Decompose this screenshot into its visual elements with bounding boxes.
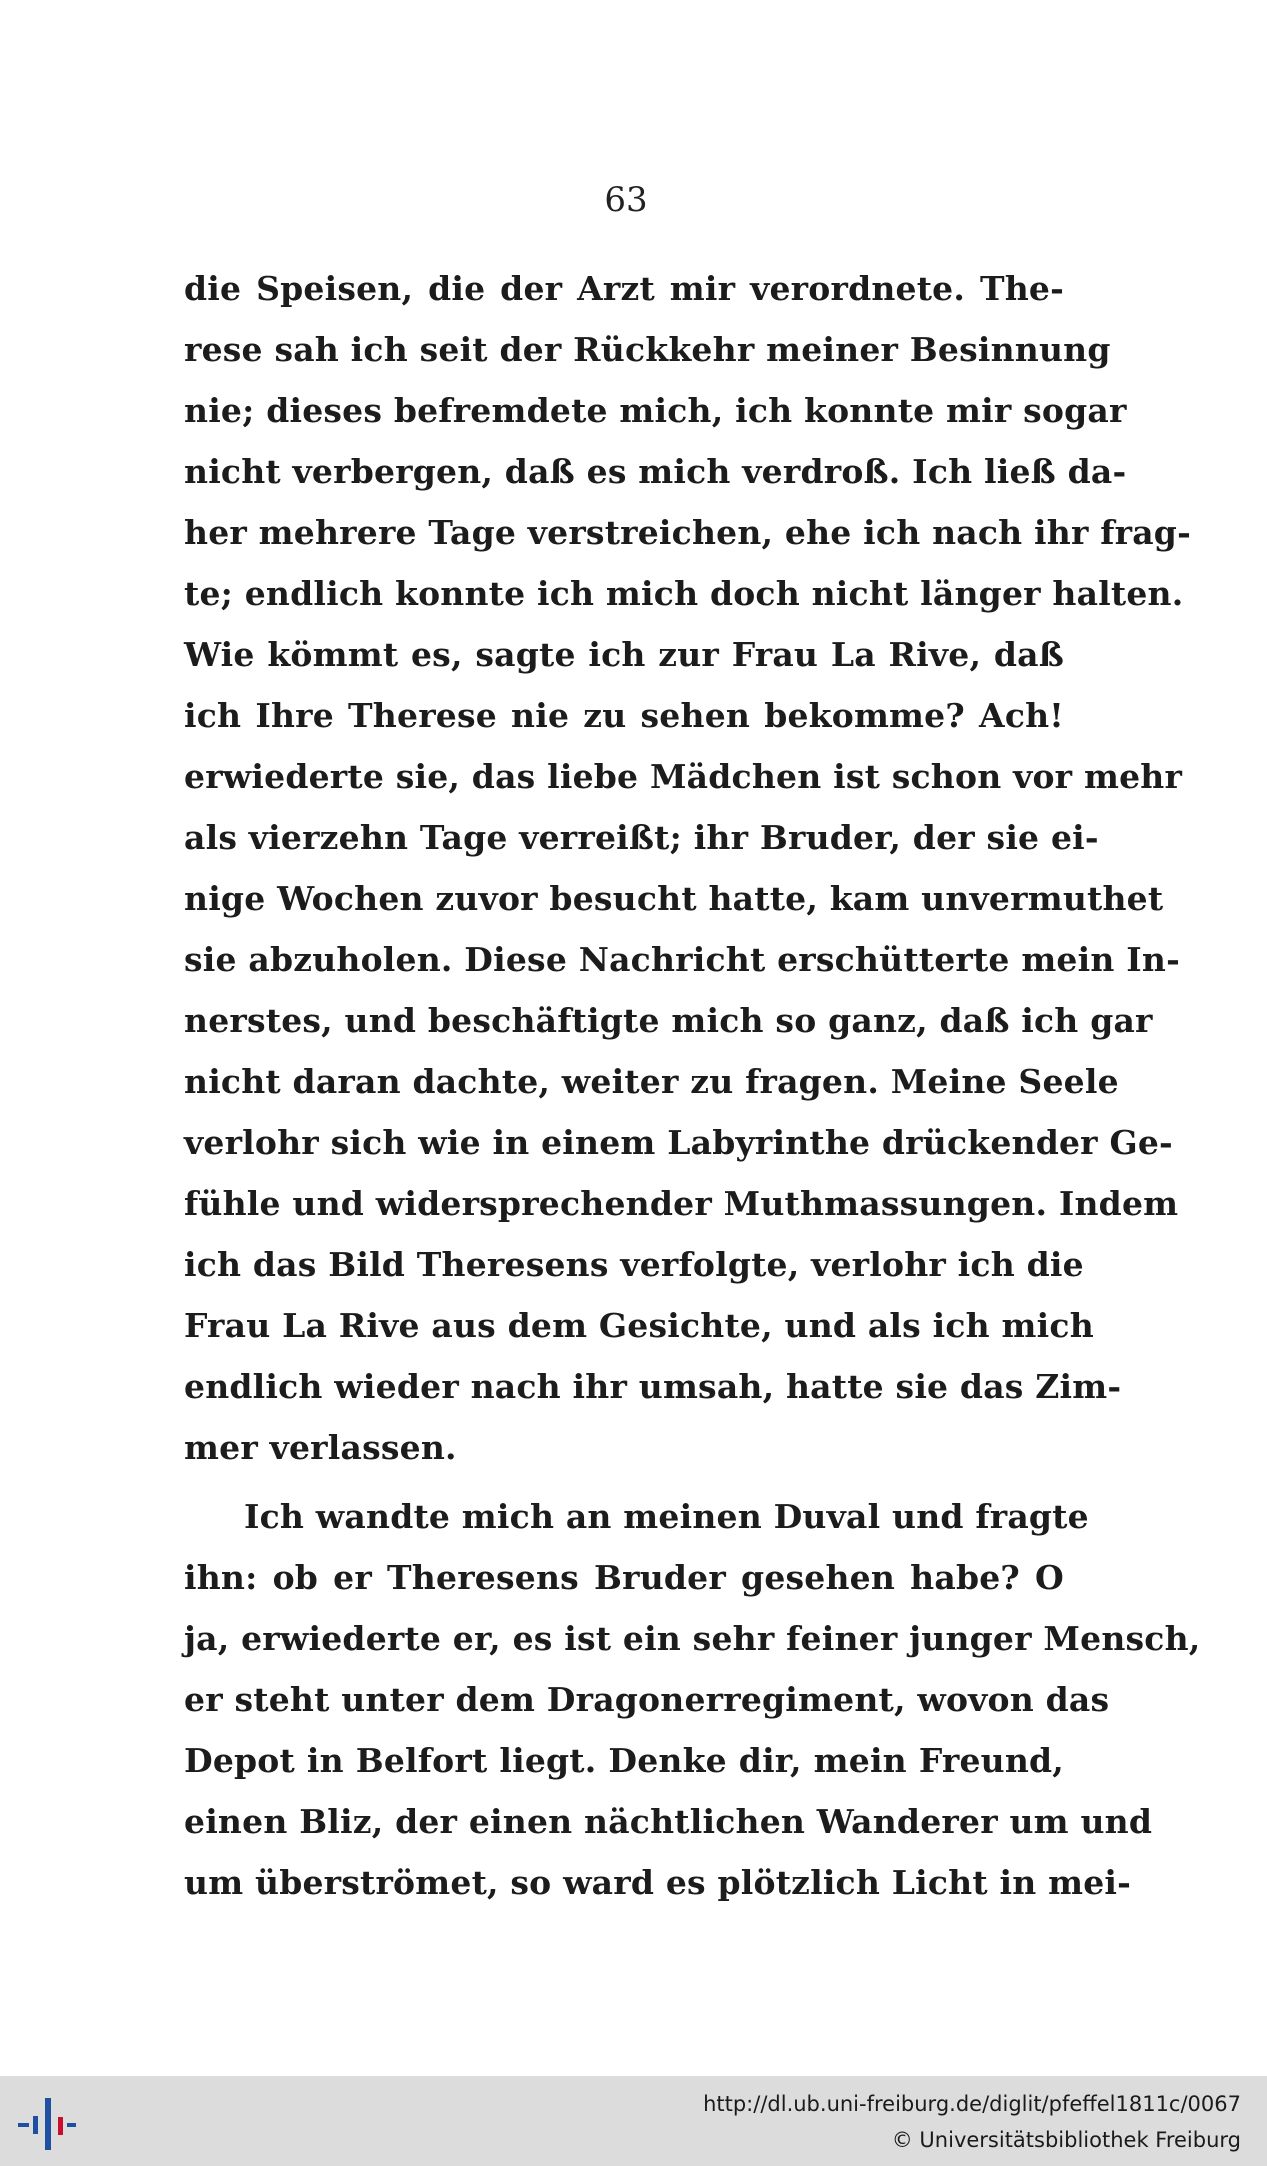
text-line: endlich wieder nach ihr umsah, hatte sie das Zim- — [184, 1367, 1122, 1406]
text-line: ihn: ob er Theresens Bruder gesehen habe? O — [184, 1558, 1064, 1597]
text-line: fühle und widersprechender Muthmassungen. Indem — [184, 1184, 1179, 1223]
copyright-notice: © Universitätsbibliothek Freiburg — [891, 2128, 1241, 2152]
text-line: er steht unter dem Dragonerregiment, wovon das — [184, 1680, 1110, 1719]
text-line: mer verlassen. — [184, 1428, 457, 1467]
text-line: Frau La Rive aus dem Gesichte, und als ich mich — [184, 1306, 1094, 1345]
footer-bar — [0, 2076, 1267, 2166]
text-line: Depot in Belfort liegt. Denke dir, mein Freund, — [184, 1741, 1064, 1780]
text-line: nige Wochen zuvor besucht hatte, kam unvermuthet — [184, 879, 1164, 918]
page-number: 63 — [604, 180, 648, 220]
text-line: sie abzuholen. Diese Nachricht erschütterte mein In- — [184, 940, 1180, 979]
text-line: nie; dieses befremdete mich, ich konnte mir sogar — [184, 391, 1127, 430]
text-line: um überströmet, so ward es plötzlich Licht in mei- — [184, 1863, 1132, 1902]
text-line: Wie kömmt es, sagte ich zur Frau La Rive, daß — [184, 635, 1064, 674]
text-line: te; endlich konnte ich mich doch nicht länger halten. — [184, 574, 1184, 613]
text-line: ja, erwiederte er, es ist ein sehr feiner junger Mensch, — [184, 1619, 1201, 1658]
text-line: nicht daran dachte, weiter zu fragen. Meine Seele — [184, 1062, 1119, 1101]
text-line: rese sah ich seit der Rückkehr meiner Besinnung — [184, 330, 1111, 369]
paragraph-2 — [184, 1486, 1201, 1913]
logo-graphic — [14, 2090, 78, 2156]
text-line: erwiederte sie, das liebe Mädchen ist schon vor mehr — [184, 757, 1183, 796]
source-url-link[interactable]: http://dl.ub.uni-freiburg.de/diglit/pfeffel1811c/0067 — [703, 2092, 1241, 2116]
text-line: verlohr sich wie in einem Labyrinthe drückender Ge- — [184, 1123, 1173, 1162]
text-line: her mehrere Tage verstreichen, ehe ich nach ihr frag- — [184, 513, 1191, 552]
text-line: nerstes, und beschäftigte mich so ganz, daß ich gar — [184, 1001, 1153, 1040]
text-line: ich Ihre Therese nie zu sehen bekomme? Ach! — [184, 696, 1064, 735]
text-line: Ich wandte mich an meinen Duval und fragte — [244, 1497, 1089, 1536]
text-block — [184, 258, 1201, 1913]
text-line: die Speisen, die der Arzt mir verordnete. The- — [184, 269, 1064, 308]
text-line: einen Bliz, der einen nächtlichen Wanderer um und — [184, 1802, 1153, 1841]
text-line: ich das Bild Theresens verfolgte, verlohr ich die — [184, 1245, 1084, 1284]
text-line: nicht verbergen, daß es mich verdroß. Ich ließ da- — [184, 452, 1127, 491]
ub-freiburg-logo-icon — [14, 2090, 78, 2156]
paragraph-1 — [184, 258, 1191, 1478]
text-line: als vierzehn Tage verreißt; ihr Bruder, der sie ei- — [184, 818, 1099, 857]
